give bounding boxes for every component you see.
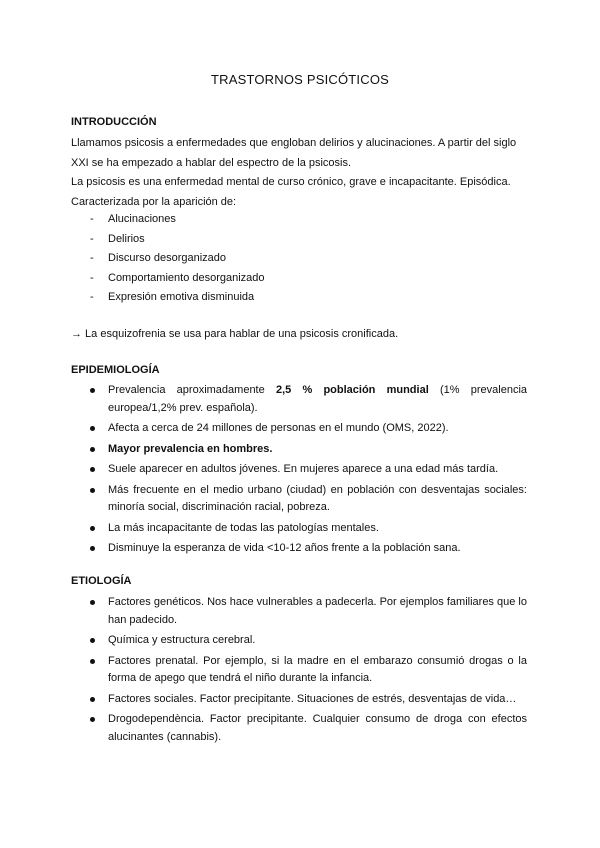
list-item: Afecta a cerca de 24 millones de personas en el mundo (OMS, 2022).	[90, 420, 527, 438]
document-title: TRASTORNOS PSICÓTICOS	[210, 72, 390, 87]
list-item: Disminuye la esperanza de vida <10-12 años frente a la población sana.	[90, 540, 527, 558]
list-item: - Discurso desorganizado	[90, 249, 265, 269]
list-item: Factores prenatal. Por ejemplo, si la madre en el embarazo consumió drogas o la forma de apego que tendrá el niño durante la infancia.	[90, 653, 527, 688]
symptom-list	[90, 210, 265, 308]
bullet-icon	[90, 600, 95, 605]
esquizofrenia-note: → La esquizofrenia se usa para hablar de una psicosis cronificada.	[71, 328, 399, 340]
intro-heading: INTRODUCCIÓN	[71, 116, 157, 128]
list-item: - Comportamiento desorganizado	[90, 269, 265, 289]
bullet-icon	[90, 697, 95, 702]
intro-line-4: Caracterizada por la aparición de:	[71, 195, 237, 208]
etiologia-list	[90, 594, 527, 749]
bullet-icon	[90, 488, 95, 493]
intro-line-3: La psicosis es una enfermedad mental de curso crónico, grave e incapacitante. Episódica.	[71, 176, 511, 188]
prevalence-highlight: 2,5 % población mundial	[275, 384, 429, 396]
bullet-icon	[90, 659, 95, 664]
bullet-icon	[90, 638, 95, 643]
list-item: La más incapacitante de todas las patologías mentales.	[90, 520, 527, 538]
epidemiologia-list	[90, 382, 527, 561]
list-item: Química y estructura cerebral.	[90, 632, 527, 650]
bullet-icon	[90, 526, 95, 531]
bullet-icon	[90, 426, 95, 431]
list-item: Suele aparecer en adultos jóvenes. En mujeres aparece a una edad más tardía.	[90, 461, 527, 479]
bullet-icon	[90, 546, 95, 551]
bullet-icon	[90, 388, 95, 393]
list-item: - Expresión emotiva disminuida	[90, 288, 265, 308]
list-item: Mayor prevalencia en hombres.	[90, 441, 527, 459]
epidemiologia-heading: EPIDEMIOLOGÍA	[71, 364, 160, 376]
bullet-icon	[90, 717, 95, 722]
dash-marker: -	[90, 271, 94, 284]
list-item: Factores genéticos. Nos hace vulnerables a padecerla. Por ejemplos familiares que lo han padecido.	[90, 594, 527, 629]
intro-paragraph	[71, 134, 531, 212]
intro-line-2: XXI se ha empezado a hablar del espectro de la psicosis.	[71, 156, 352, 169]
etiologia-heading: ETIOLOGÍA	[71, 575, 132, 587]
list-item: - Delirios	[90, 230, 265, 250]
list-item: Más frecuente en el medio urbano (ciudad) en población con desventajas sociales: minoría social, discriminación racial, pobreza.	[90, 482, 527, 517]
list-item: - Alucinaciones	[90, 210, 265, 230]
list-item: Factores sociales. Factor precipitante. Situaciones de estrés, desventajas de vida…	[90, 691, 527, 709]
intro-line-1: Llamamos psicosis a enfermedades que engloban delirios y alucinaciones. A partir del siglo	[71, 137, 517, 149]
dash-marker: -	[90, 252, 94, 264]
list-item: Drogodependència. Factor precipitante. Cualquier consumo de droga con efectos alucinantes (cannabis).	[90, 711, 527, 746]
list-item: Prevalencia aproximadamente 2,5 % población mundial (1% prevalencia europea/1,2% prev. española).	[90, 382, 527, 417]
bullet-icon	[90, 447, 95, 452]
dash-marker: -	[90, 213, 94, 225]
dash-marker: -	[90, 232, 94, 245]
dash-marker: -	[90, 291, 94, 303]
bullet-icon	[90, 467, 95, 472]
